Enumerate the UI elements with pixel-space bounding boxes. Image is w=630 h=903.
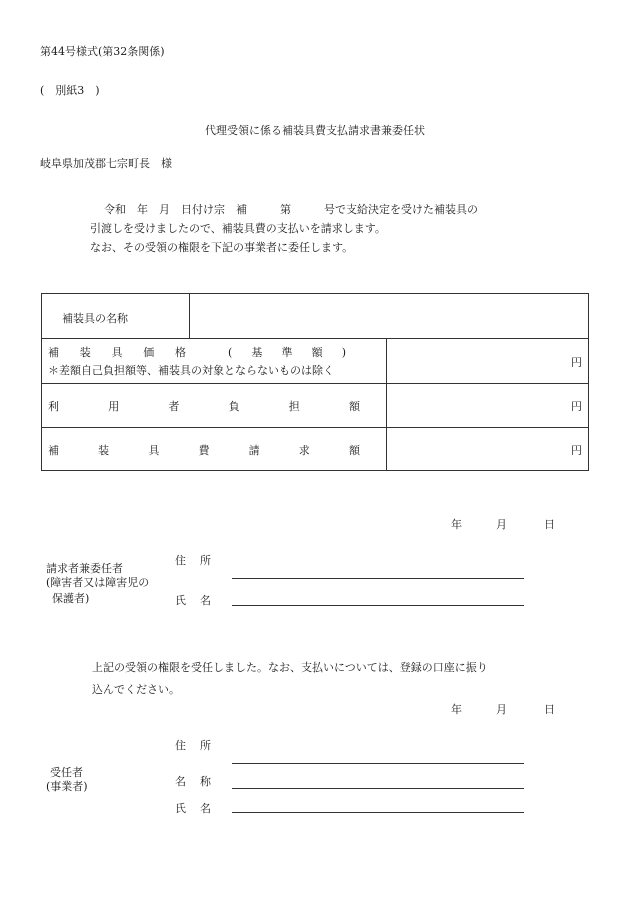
agent-name-label: 氏名 — [175, 802, 225, 815]
body-line-2: 引渡しを受けましたので、補装具費の支払いを請求します。 — [90, 222, 386, 235]
claim-char: 装 — [98, 444, 110, 457]
document-title: 代理受領に係る補装具費支払請求書兼委任状 — [205, 124, 425, 137]
agent-name-line[interactable] — [232, 812, 524, 813]
price-label-paren: (基準額) — [228, 346, 348, 359]
user-burden-char: 利 — [48, 400, 59, 413]
date-month-label: 月 — [496, 518, 507, 531]
requester-label-note-end: 保護者) — [52, 592, 90, 605]
claim-char: 補 — [48, 444, 59, 457]
agent-business-name-label: 名称 — [175, 775, 225, 788]
requester-address-label: 住所 — [175, 554, 225, 567]
price-yen-unit: 円 — [571, 356, 582, 369]
item-name-label: 補装具の名称 — [62, 312, 128, 325]
attachment-label: ( 別紙3 ) — [40, 84, 100, 97]
body-line-1: 令和 年 月 日付け宗 補 第 号で支給決定を受けた補装具の — [104, 203, 478, 216]
price-label — [48, 344, 348, 360]
user-burden-char: 担 — [288, 400, 300, 413]
item-name-row — [42, 294, 588, 339]
agent-address-label: 住所 — [175, 739, 225, 752]
column-divider — [386, 339, 387, 383]
claim-amount-label — [48, 442, 360, 458]
requester-label: 請求者兼委任者 — [46, 562, 123, 575]
claim-amount-row — [42, 428, 588, 470]
user-burden-char: 用 — [108, 400, 120, 413]
claim-char: 求 — [298, 444, 310, 457]
user-burden-yen-unit: 円 — [571, 400, 582, 413]
agent-business-name-line[interactable] — [232, 788, 524, 789]
claim-char: 費 — [198, 444, 210, 457]
date-month-label: 月 — [496, 703, 507, 716]
claim-char: 具 — [148, 444, 160, 457]
column-divider — [386, 384, 387, 427]
date-day-label: 日 — [544, 518, 555, 531]
claim-yen-unit: 円 — [571, 444, 582, 457]
addressee: 岐阜県加茂郡七宗町長 様 — [40, 157, 172, 170]
price-row — [42, 339, 588, 384]
date-year-label: 年 — [451, 518, 462, 531]
user-burden-label — [48, 398, 360, 414]
price-label-main: 補装具価格 — [48, 346, 188, 359]
agent-label: 受任者 — [50, 766, 83, 779]
claim-char: 請 — [248, 444, 260, 457]
user-burden-char: 額 — [348, 400, 360, 413]
form-number: 第44号様式(第32条関係) — [40, 45, 165, 58]
acceptance-line-1: 上記の受領の権限を受任しました。なお、支払いについては、登録の口座に振り — [92, 661, 488, 674]
date-day-label: 日 — [544, 703, 555, 716]
user-burden-row — [42, 384, 588, 428]
requester-address-line[interactable] — [232, 578, 524, 579]
date-year-label: 年 — [451, 703, 462, 716]
agent-address-line[interactable] — [232, 763, 524, 764]
requester-name-label: 氏名 — [175, 594, 225, 607]
claim-char: 額 — [348, 444, 360, 457]
acceptance-line-2: 込んでください。 — [92, 683, 180, 696]
user-burden-char: 者 — [168, 400, 180, 413]
requester-label-note: (障害者又は障害児の — [46, 576, 150, 589]
column-divider — [386, 428, 387, 470]
price-note: ＊差額自己負担額等、補装具の対象とならないものは除く — [48, 364, 334, 377]
claim-table — [41, 293, 589, 471]
requester-name-line[interactable] — [232, 605, 524, 606]
column-divider — [189, 294, 190, 338]
agent-label-note: (事業者) — [46, 780, 88, 793]
body-line-3: なお、その受領の権限を下記の事業者に委任します。 — [90, 241, 354, 254]
user-burden-char: 負 — [228, 400, 240, 413]
